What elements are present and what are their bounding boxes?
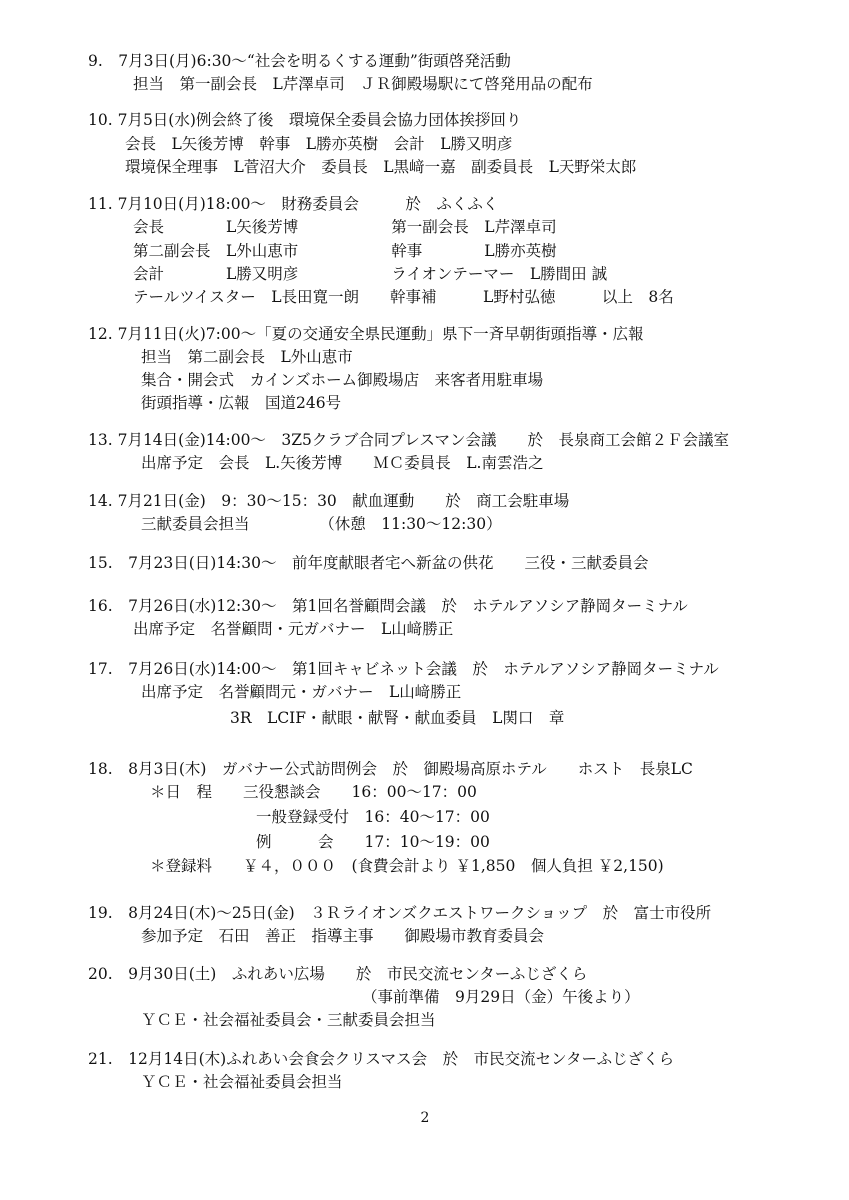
item-10-detail: 会長 L矢後芳博 幹事 L勝亦英樹 会計 L勝又明彦 (125, 135, 513, 153)
item-18-detail: ＊日 程 三役懇談会 16：00〜17：00 (150, 783, 477, 801)
item-17-detail: 出席予定 名誉顧問元・ガバナー L山﨑勝正 (141, 683, 462, 701)
item-18-detail: 一般登録受付 16：40〜17：00 (256, 808, 490, 826)
item-12-detail: 街頭指導・広報 国道246号 (141, 394, 342, 412)
item-9-detail: 担当 第一副会長 L芹澤卓司 ＪＲ御殿場駅にて啓発用品の配布 (133, 75, 593, 93)
item-20-detail: ＹＣＥ・社会福祉委員会・三献委員会担当 (141, 1011, 436, 1029)
item-14-heading: 14. 7月21日(金) 9：30〜15：30 献血運動 於 商工会駐車場 (88, 492, 570, 510)
item-16-heading: 16. 7月26日(水)12:30〜 第1回名誉顧問会議 於 ホテルアソシア静岡ターミナル (88, 597, 688, 615)
item-20-detail: （事前準備 9月29日（金）午後より） (362, 988, 640, 1006)
item-19-heading: 19. 8月24日(木)〜25日(金) ３Ｒライオンズクエストワークショップ 於 富士市役所 (88, 904, 712, 922)
item-17-heading: 17. 7月26日(水)14:00〜 第1回キャビネット会議 於 ホテルアソシア静岡ターミナル (88, 660, 719, 678)
item-18-detail: 例 会 17：10〜19：00 (256, 833, 490, 851)
item-21-heading: 21. 12月14日(木)ふれあい会食会クリスマス会 於 市民交流センターふじざくら (88, 1050, 675, 1068)
item-11-detail: テールツイスター L長田寛一朗 幹事補 L野村弘徳 以上 8名 (133, 288, 674, 306)
item-20-heading: 20. 9月30日(土) ふれあい広場 於 市民交流センターふじざくら (88, 965, 588, 983)
page-number: 2 (420, 1110, 430, 1126)
item-21-detail: ＹＣＥ・社会福祉委員会担当 (141, 1073, 343, 1091)
item-9-heading: 9. 7月3日(月)6:30〜“社会を明るくする運動”街頭啓発活動 (88, 52, 511, 70)
item-10-heading: 10. 7月5日(水)例会終了後 環境保全委員会協力団体挨拶回り (88, 111, 522, 129)
item-12-detail: 集合・開会式 カインズホーム御殿場店 来客者用駐車場 (141, 371, 544, 389)
item-12-detail: 担当 第二副会長 L外山恵市 (141, 348, 353, 366)
item-13-detail: 出席予定 会長 L.矢後芳博 ＭＣ委員長 L.南雲浩之 (141, 454, 544, 472)
item-15-heading: 15. 7月23日(日)14:30〜 前年度献眼者宅へ新盆の供花 三役・三献委員会 (88, 554, 649, 572)
item-12-heading: 12. 7月11日(火)7:00〜「夏の交通安全県民運動」県下一斉早朝街頭指導・広報 (88, 325, 644, 343)
item-17-detail: 3R LCIF・献眼・献腎・献血委員 L関口 章 (230, 709, 565, 727)
item-14-detail: 三献委員会担当 （休憩 11:30〜12:30） (141, 515, 502, 533)
item-13-heading: 13. 7月14日(金)14:00〜 3Z5クラブ合同プレスマン会議 於 長泉商工会館２Ｆ会議室 (88, 431, 730, 449)
item-11-heading: 11. 7月10日(月)18:00〜 財務委員会 於 ふくふく (88, 195, 499, 213)
item-18-detail: ＊登録料 ￥４，０００ (食費会計より ￥1,850 個人負担 ￥2,150) (150, 857, 664, 875)
item-19-detail: 参加予定 石田 善正 指導主事 御殿場市教育委員会 (141, 927, 545, 945)
item-11-detail: 第二副会長 L外山恵市 幹事 L勝亦英樹 (133, 242, 557, 260)
item-11-detail: 会計 L勝又明彦 ライオンテーマー L勝間田 誠 (133, 265, 608, 283)
item-10-detail: 環境保全理事 L菅沼大介 委員長 L黒﨑一嘉 副委員長 L天野栄太郎 (125, 158, 637, 176)
item-18-heading: 18. 8月3日(木) ガバナー公式訪問例会 於 御殿場高原ホテル ホスト 長泉LC (88, 760, 693, 778)
item-16-detail: 出席予定 名誉顧問・元ガバナー L山﨑勝正 (133, 620, 454, 638)
item-11-detail: 会長 L矢後芳博 第一副会長 L芹澤卓司 (133, 218, 557, 236)
